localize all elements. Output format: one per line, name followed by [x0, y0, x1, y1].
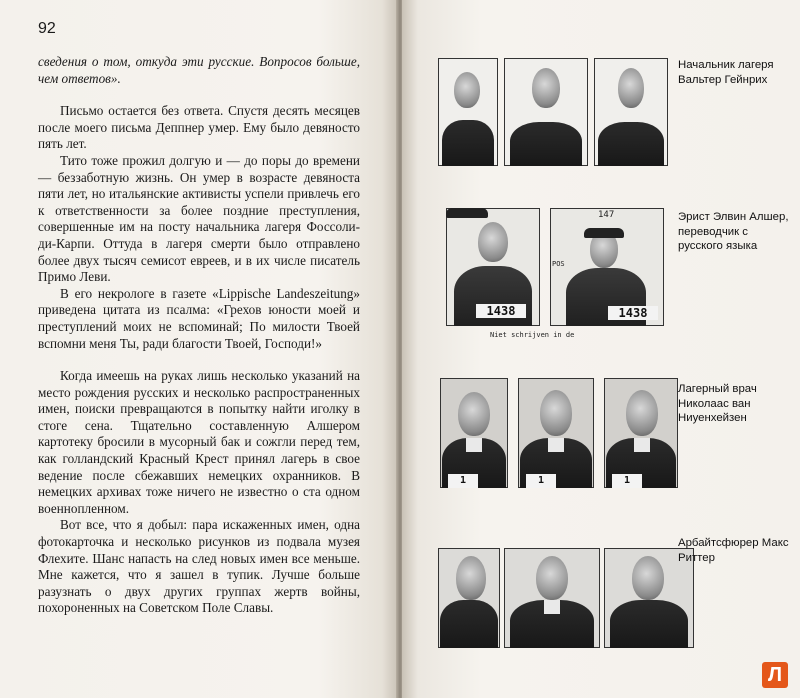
- photo-row-ritter: [438, 548, 694, 648]
- paragraph: Письмо остается без ответа. Спустя десять месяцев после моего письма Деппнер умер. Ему было девяносто пять лет.: [38, 103, 360, 152]
- publisher-logo: Л: [762, 662, 788, 688]
- paragraph: В его некрологе в газете «Lippische Landeszeitung» приведена цитата из псалма: «Грехов юности моей и преступлений моих не вспоминай; По милости Твоей вспомни меня Ты, ради благости Твоей, Господи!»: [38, 285, 360, 351]
- portrait-photo: [440, 378, 508, 488]
- left-page: [0, 0, 398, 698]
- photo-row-doctor: [440, 378, 678, 488]
- body-text: [38, 54, 360, 617]
- photo-label: POS: [552, 260, 565, 268]
- photo-caption: Лагерный врач Николаас ван Ниуенхейзен: [678, 383, 757, 424]
- photo-number: 147: [598, 210, 615, 220]
- portrait-photo: [438, 58, 498, 166]
- paragraph: сведения о том, откуда эти русские. Вопросов больше, чем ответов».: [38, 54, 360, 86]
- portrait-photo: [438, 548, 500, 648]
- photo-row-alsher: [446, 208, 664, 326]
- photo-row-commander: [438, 58, 668, 166]
- inmate-number-tag: 1: [448, 474, 478, 488]
- inmate-number-tag: 1438: [476, 304, 526, 318]
- portrait-photo: [446, 208, 540, 326]
- portrait-photo: [594, 58, 668, 166]
- photo-caption: Начальник лагеря Вальтер Гейнрих: [678, 59, 774, 86]
- page-number: 92: [38, 20, 56, 37]
- paragraph: Вот все, что я добыл: пара искаженных имен, одна фотокарточка и несколько рисунков из подвала музея Флехите. Шанс напасть на след новых имен все меньше. Мне кажется, что я зашел в тупик. Лучше больше разузнать о двух других группах жертв войны, похороненных на Советском Поле Славы.: [38, 517, 360, 616]
- photo-note: Niet schrijven in de: [490, 331, 575, 339]
- photo-caption: Арбайтсфюрер Макс Риттер: [678, 537, 789, 564]
- paragraph: Тито тоже прожил долгую и — до поры до времени — беззаботную жизнь. Он умер в возрасте девяноста пяти лет, но итальянские активисты успели привлечь его к ответственности за более поздние преступления, совершенные им на посту начальника лагеря Фоссоли-ди-Карпи. Оттуда в лагеря смерти было отправлено более двух тысяч семисот евреев, и в их числе писатель Примо Леви.: [38, 152, 360, 285]
- inmate-number-tag: 1438: [608, 306, 658, 320]
- paragraph: Когда имеешь на руках лишь несколько указаний на место рождения русских и несколько распространенных имен, поиски превращаются в попытку найти иголку в стоге сена. Тщательно составленную Алшером картотеку бросили в мусорный бак и сожгли перед тем, как голландский Красный Крест принял лагерь в свое ведение после сбежавших немецких охранников. В немецких архивах тоже ничего не известно о ста одном военнопленном.: [38, 368, 360, 516]
- portrait-photo: [504, 548, 600, 648]
- portrait-photo: [518, 378, 594, 488]
- inmate-number-tag: 1: [612, 474, 642, 488]
- portrait-photo: [604, 378, 678, 488]
- inmate-number-tag: 1: [526, 474, 556, 488]
- portrait-photo: [504, 58, 588, 166]
- photo-caption: Эрист Элвин Алшер, переводчик с русского языка: [678, 211, 789, 252]
- portrait-photo: [550, 208, 664, 326]
